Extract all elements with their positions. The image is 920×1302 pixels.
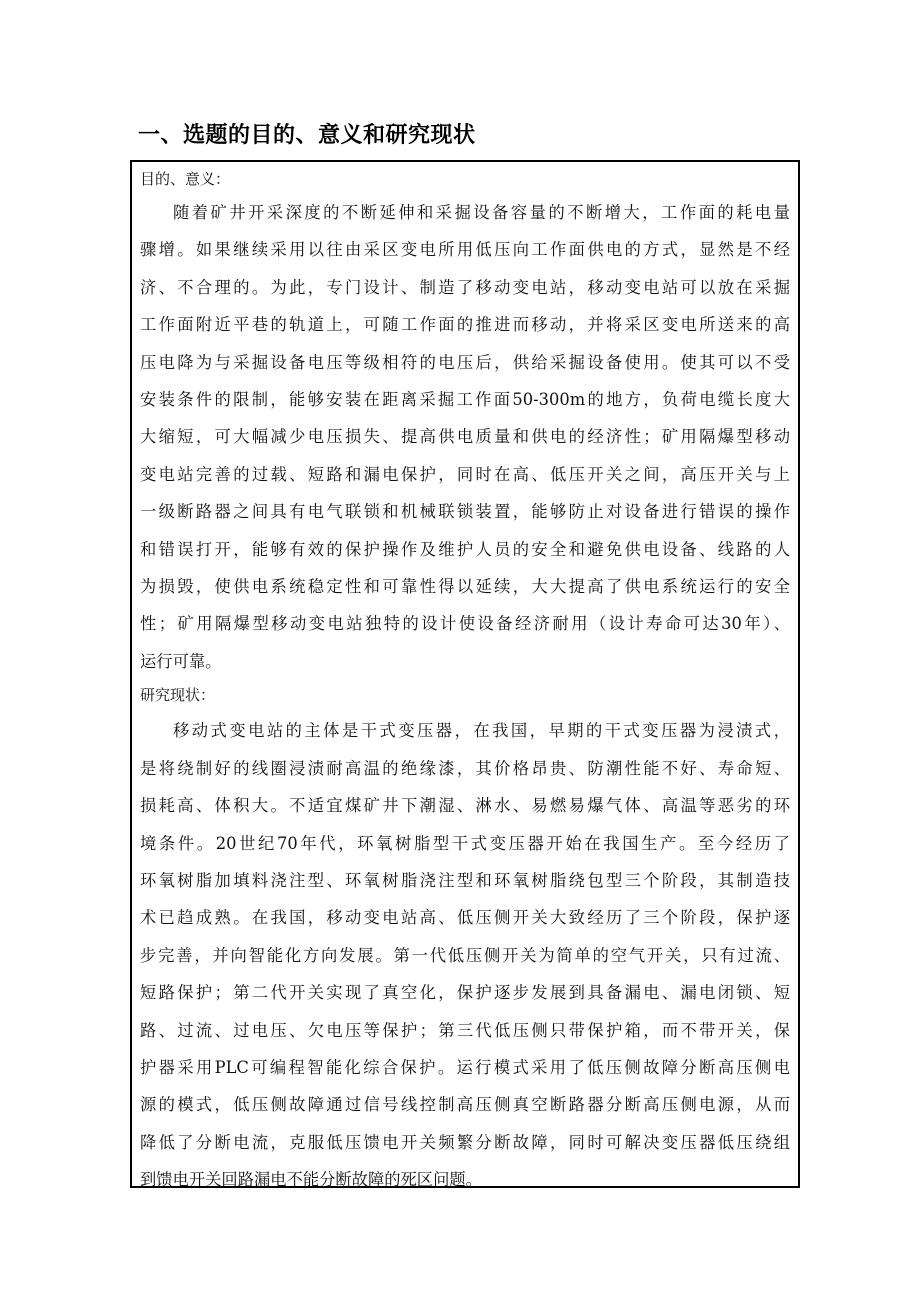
status-line: 术已趋成熟。在我国，移动变电站高、低压侧开关大致经历了三个阶段，保护逐 [140, 908, 790, 928]
status-line: 步完善，并向智能化方向发展。第一代低压侧开关为简单的空气开关，只有过流、 [140, 945, 790, 965]
purpose-line: 和错误打开，能够有效的保护操作及维护人员的安全和避免供电设备、线路的人 [140, 539, 790, 559]
purpose-line: 济、不合理的。为此，专门设计、制造了移动变电站，移动变电站可以放在采掘 [140, 277, 790, 297]
status-line: 降低了分断电流，克服低压馈电开关频繁分断故障，同时可解决变压器低压绕组 [140, 1132, 790, 1152]
status-line: 到馈电开关回路漏电不能分断故障的死区问题。 [140, 1170, 482, 1190]
purpose-line: 安装条件的限制，能够安装在距离采掘工作面50-300m的地方，负荷电缆长度大 [140, 390, 790, 410]
status-line: 路、过流、过电压、欠电压等保护；第三代低压侧只带保护箱，而不带开关，保 [140, 1020, 790, 1040]
status-line: 是将绕制好的线圈浸渍耐高温的绝缘漆，其价格昂贵、防潮性能不好、寿命短、 [140, 758, 790, 778]
status-line: 护器采用PLC可编程智能化综合保护。运行模式采用了低压侧故障分断高压侧电 [140, 1057, 790, 1077]
purpose-line: 压电降为与采掘设备电压等级相符的电压后，供给采掘设备使用。使其可以不受 [140, 352, 790, 372]
purpose-line: 运行可靠。 [140, 651, 222, 671]
purpose-line: 大缩短，可大幅减少电压损失、提高供电质量和供电的经济性；矿用隔爆型移动 [140, 427, 790, 447]
status-line: 短路保护；第二代开关实现了真空化，保护逐步发展到具备漏电、漏电闭锁、短 [140, 983, 790, 1003]
purpose-line: 一级断路器之间具有电气联锁和机械联锁装置，能够防止对设备进行错误的操作 [140, 502, 790, 522]
purpose-paragraph [140, 194, 790, 680]
purpose-line: 随着矿井开采深度的不断延伸和采掘设备容量的不断增大，工作面的耗电量 [173, 203, 790, 222]
purpose-line: 变电站完善的过载、短路和漏电保护，同时在高、低压开关之间，高压开关与上 [140, 464, 790, 484]
status-line: 环氧树脂加填料浇注型、环氧树脂浇注型和环氧树脂绕包型三个阶段，其制造技 [140, 870, 790, 890]
purpose-label: 目的、意义： [140, 170, 231, 188]
purpose-line: 性；矿用隔爆型移动变电站独特的设计使设备经济耐用（设计寿命可达30年）、 [140, 614, 790, 634]
purpose-line: 为损毁，使供电系统稳定性和可靠性得以延续，大大提高了供电系统运行的安全 [140, 577, 790, 597]
status-line: 源的模式，低压侧故障通过信号线控制高压侧真空断路器分断高压侧电源，从而 [140, 1095, 790, 1115]
status-label: 研究现状： [140, 686, 216, 705]
status-line: 损耗高、体积大。不适宜煤矿井下潮湿、淋水、易燃易爆气体、高温等恶劣的环 [140, 796, 790, 816]
purpose-line: 骤增。如果继续采用以往由采区变电所用低压向工作面供电的方式，显然是不经 [140, 240, 790, 260]
status-line: 境条件。20世纪70年代，环氧树脂型干式变压器开始在我国生产。至今经历了 [140, 833, 790, 853]
section-heading: 一、选题的目的、意义和研究现状 [138, 123, 476, 148]
content-box [130, 160, 800, 1188]
purpose-line: 工作面附近平巷的轨道上，可随工作面的推进而移动，并将采区变电所送来的高 [140, 315, 790, 335]
status-line: 移动式变电站的主体是干式变压器，在我国，早期的干式变压器为浸渍式， [173, 721, 790, 741]
status-paragraph [140, 712, 790, 1198]
